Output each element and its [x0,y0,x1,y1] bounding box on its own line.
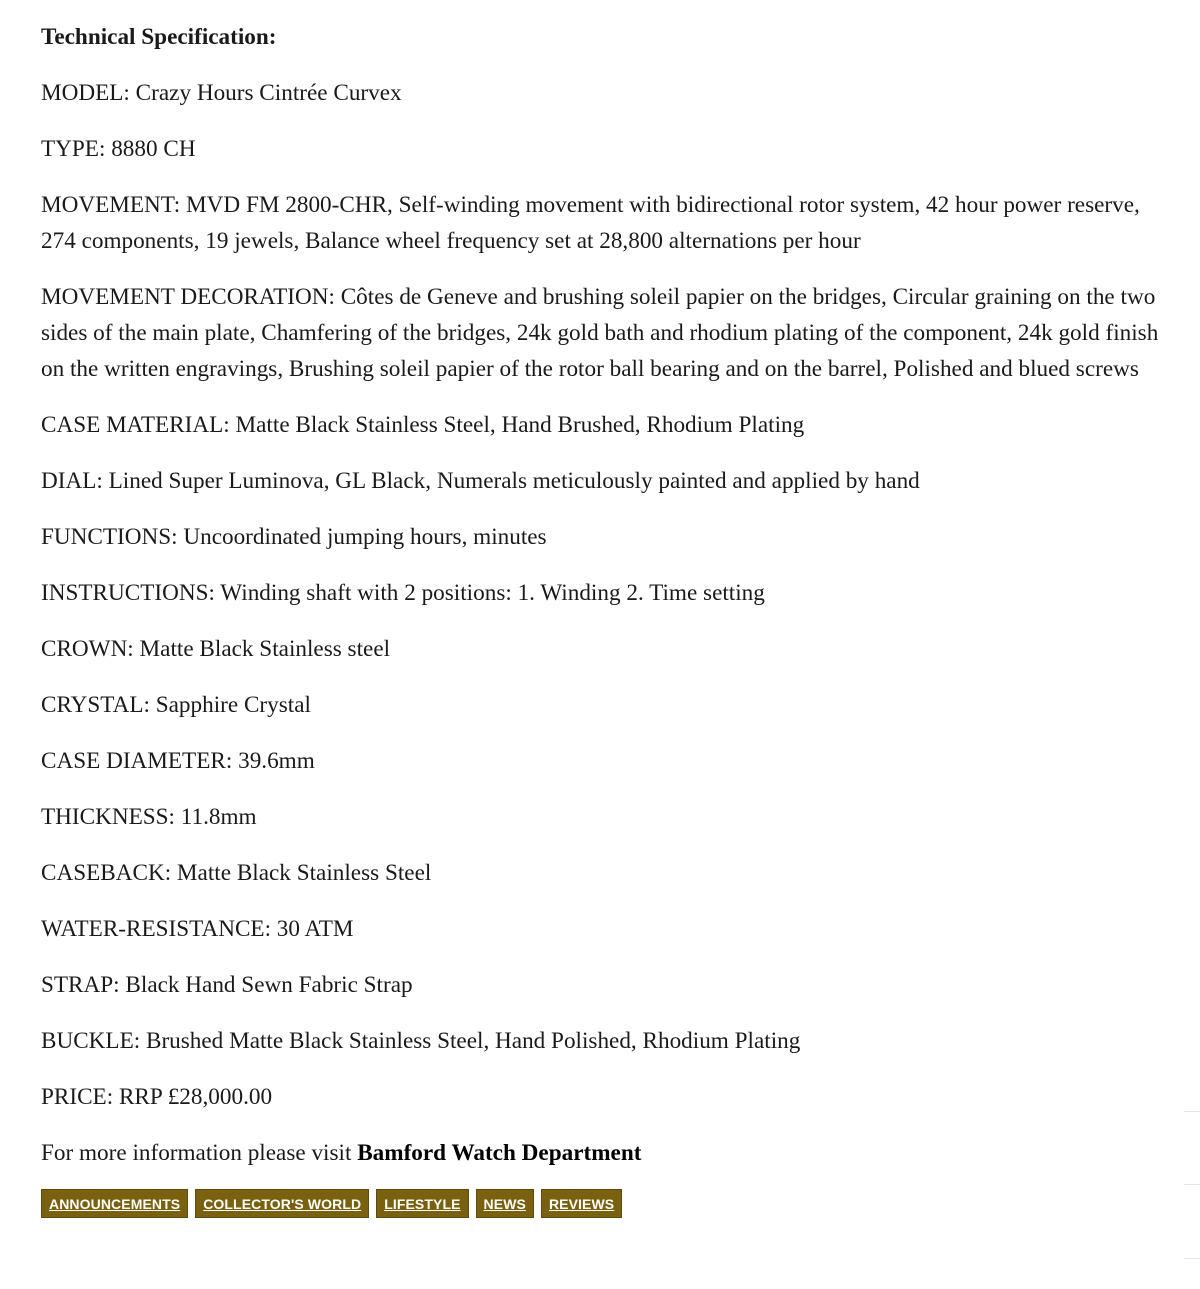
tag-reviews[interactable]: REVIEWS [541,1189,622,1218]
tag-collectors-world[interactable]: COLLECTOR'S WORLD [195,1189,369,1218]
spec-model: MODEL: Crazy Hours Cintrée Curvex [41,80,402,106]
spec-crown: CROWN: Matte Black Stainless steel [41,636,391,662]
spec-case-material: CASE MATERIAL: Matte Black Stainless Steel, Hand Brushed, Rhodium Plating [41,412,805,438]
more-info-line [41,1135,1166,1171]
more-info-prefix: For more information please visit [41,1140,358,1166]
spec-dial: DIAL: Lined Super Luminova, GL Black, Numerals meticulously painted and applied by hand [41,468,920,494]
spec-crystal: CRYSTAL: Sapphire Crystal [41,692,311,718]
spec-movement-decoration: MOVEMENT DECORATION: Côtes de Geneve and brushing soleil papier on the bridges, Circular graining on the two sides of the main plate, Chamfering of the bridges, 24k gold bath and rhodium plating of the component, 24k gold finish on the written engravings, Brushing soleil papier of the rotor ball bearing and on the barrel, Polished and blued screws [41,284,1159,382]
tag-news[interactable]: NEWS [476,1189,534,1218]
tag-list [41,1189,1166,1218]
spec-case-diameter: CASE DIAMETER: 39.6mm [41,748,315,774]
edge-divider [1184,1111,1200,1112]
spec-price: PRICE: RRP £28,000.00 [41,1084,273,1110]
edge-divider [1184,1258,1200,1259]
article-body [41,19,1166,1218]
spec-water-resistance: WATER-RESISTANCE: 30 ATM [41,916,354,942]
spec-type: TYPE: 8880 CH [41,136,196,162]
spec-buckle: BUCKLE: Brushed Matte Black Stainless Steel, Hand Polished, Rhodium Plating [41,1028,801,1054]
spec-functions: FUNCTIONS: Uncoordinated jumping hours, minutes [41,524,547,550]
tag-lifestyle[interactable]: LIFESTYLE [376,1189,468,1218]
spec-heading: Technical Specification: [41,24,277,50]
bamford-watch-department-link[interactable]: Bamford Watch Department [357,1140,642,1166]
tag-announcements[interactable]: ANNOUNCEMENTS [41,1189,188,1218]
edge-divider [1184,1184,1200,1185]
spec-instructions: INSTRUCTIONS: Winding shaft with 2 positions: 1. Winding 2. Time setting [41,580,765,606]
spec-movement: MOVEMENT: MVD FM 2800-CHR, Self-winding movement with bidirectional rotor system, 42 hour power reserve, 274 components, 19 jewels, Balance wheel frequency set at 28,800 alternations per hour [41,192,1140,254]
spec-caseback: CASEBACK: Matte Black Stainless Steel [41,860,432,886]
spec-thickness: THICKNESS: 11.8mm [41,804,257,830]
spec-strap: STRAP: Black Hand Sewn Fabric Strap [41,972,413,998]
